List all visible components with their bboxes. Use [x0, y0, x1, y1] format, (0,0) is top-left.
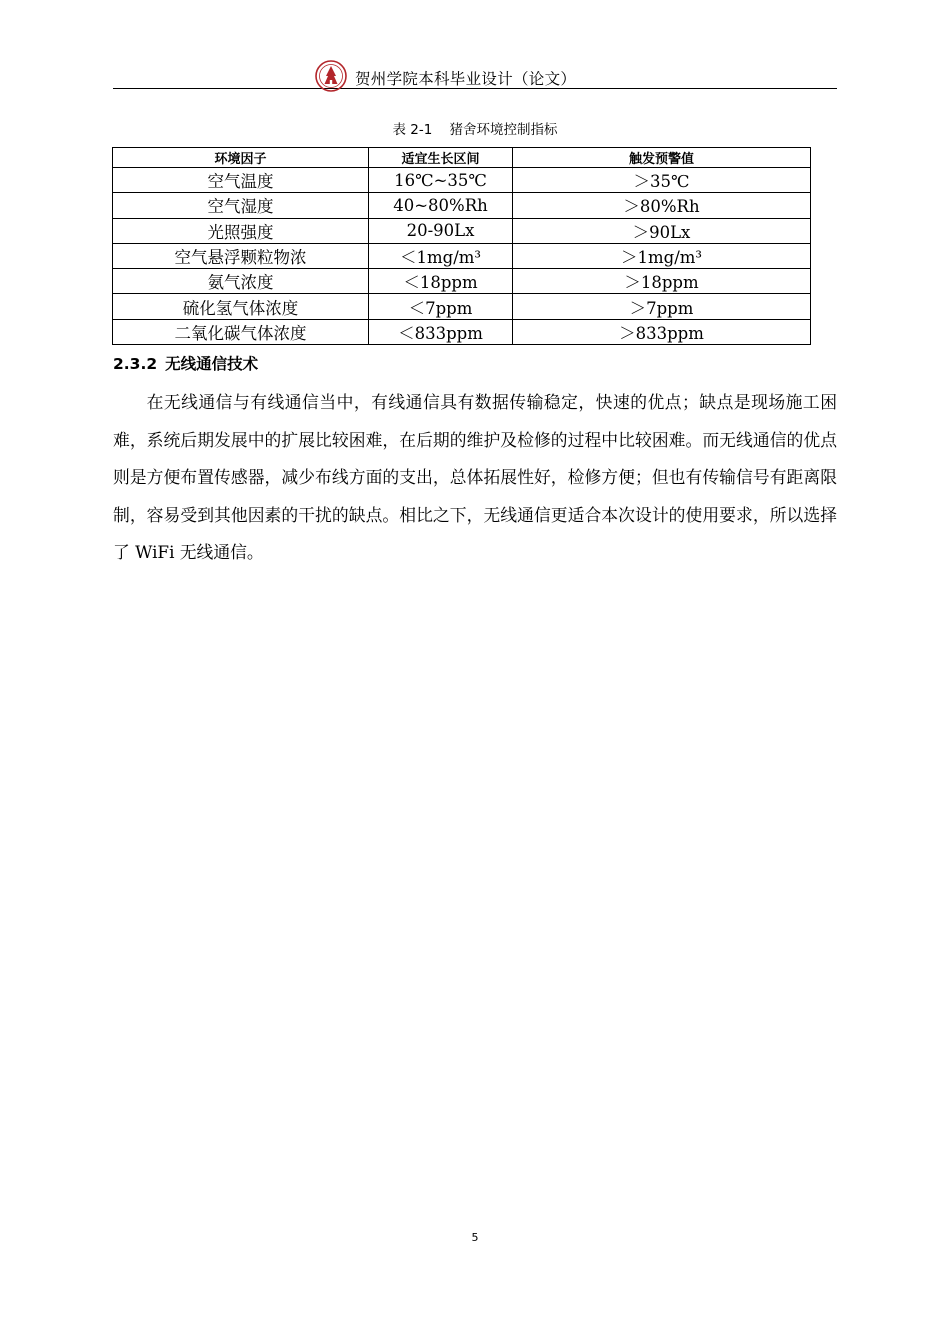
table-cell-range: 16℃~35℃ — [369, 168, 513, 193]
page-number: 5 — [471, 1231, 479, 1244]
table-cell-alarm: ＞18ppm — [513, 269, 811, 294]
table-cell-factor: 硫化氢气体浓度 — [113, 294, 369, 319]
table-cell-factor: 空气湿度 — [113, 193, 369, 218]
column-header: 环境因子 — [113, 148, 369, 168]
table-cell-range: ＜18ppm — [369, 269, 513, 294]
table-cell-factor: 空气温度 — [113, 168, 369, 193]
table-cell-alarm: ＞7ppm — [513, 294, 811, 319]
body-paragraph: 在无线通信与有线通信当中，有线通信具有数据传输稳定，快速的优点；缺点是现场施工困难，系统后期发展中的扩展比较困难，在后期的维护及检修的过程中比较困难。而无线通信的优点则是方便布置传感器，减少布线方面的支出，总体拓展性好，检修方便；但也有传输信号有距离限制，容易受到其他因素的干扰的缺点。相比之下，无线通信更适合本次设计的使用要求，所以选择了 WiFi 无线通信。 — [113, 392, 837, 562]
column-header: 触发预警值 — [513, 148, 811, 168]
table-cell-alarm: ＞1mg/m³ — [513, 243, 811, 268]
table-cell-factor: 空气悬浮颗粒物浓 — [113, 243, 369, 268]
table-row — [113, 218, 811, 243]
section-number: 2.3.2 — [113, 355, 158, 373]
column-header: 适宜生长区间 — [369, 148, 513, 168]
table-row — [113, 269, 811, 294]
table-cell-factor: 光照强度 — [113, 218, 369, 243]
header-title: 贺州学院本科毕业设计（论文） — [355, 70, 577, 88]
table-cell-range: 20-90Lx — [369, 218, 513, 243]
table-cell-alarm: ＞90Lx — [513, 218, 811, 243]
table-cell-alarm: ＞833ppm — [513, 319, 811, 344]
table-cell-alarm: ＞80%Rh — [513, 193, 811, 218]
table-cell-alarm: ＞35℃ — [513, 168, 811, 193]
table-cell-range: ＜1mg/m³ — [369, 243, 513, 268]
table-cell-range: ＜833ppm — [369, 319, 513, 344]
table-row — [113, 193, 811, 218]
table-row — [113, 168, 811, 193]
section-title: 无线通信技术 — [165, 355, 259, 373]
table-row — [113, 294, 811, 319]
page-header — [113, 58, 837, 89]
table-cell-range: ＜7ppm — [369, 294, 513, 319]
table-header-row — [113, 148, 811, 168]
university-seal-icon — [315, 60, 347, 92]
table-cell-factor: 二氧化碳气体浓度 — [113, 319, 369, 344]
table-row — [113, 243, 811, 268]
table-row — [113, 319, 811, 344]
table-cell-factor: 氨气浓度 — [113, 269, 369, 294]
environment-indicators-table — [112, 147, 811, 345]
table-cell-range: 40~80%Rh — [369, 193, 513, 218]
section-heading — [113, 352, 258, 374]
table-caption: 表 2-1 猪舍环境控制指标 — [392, 122, 558, 138]
